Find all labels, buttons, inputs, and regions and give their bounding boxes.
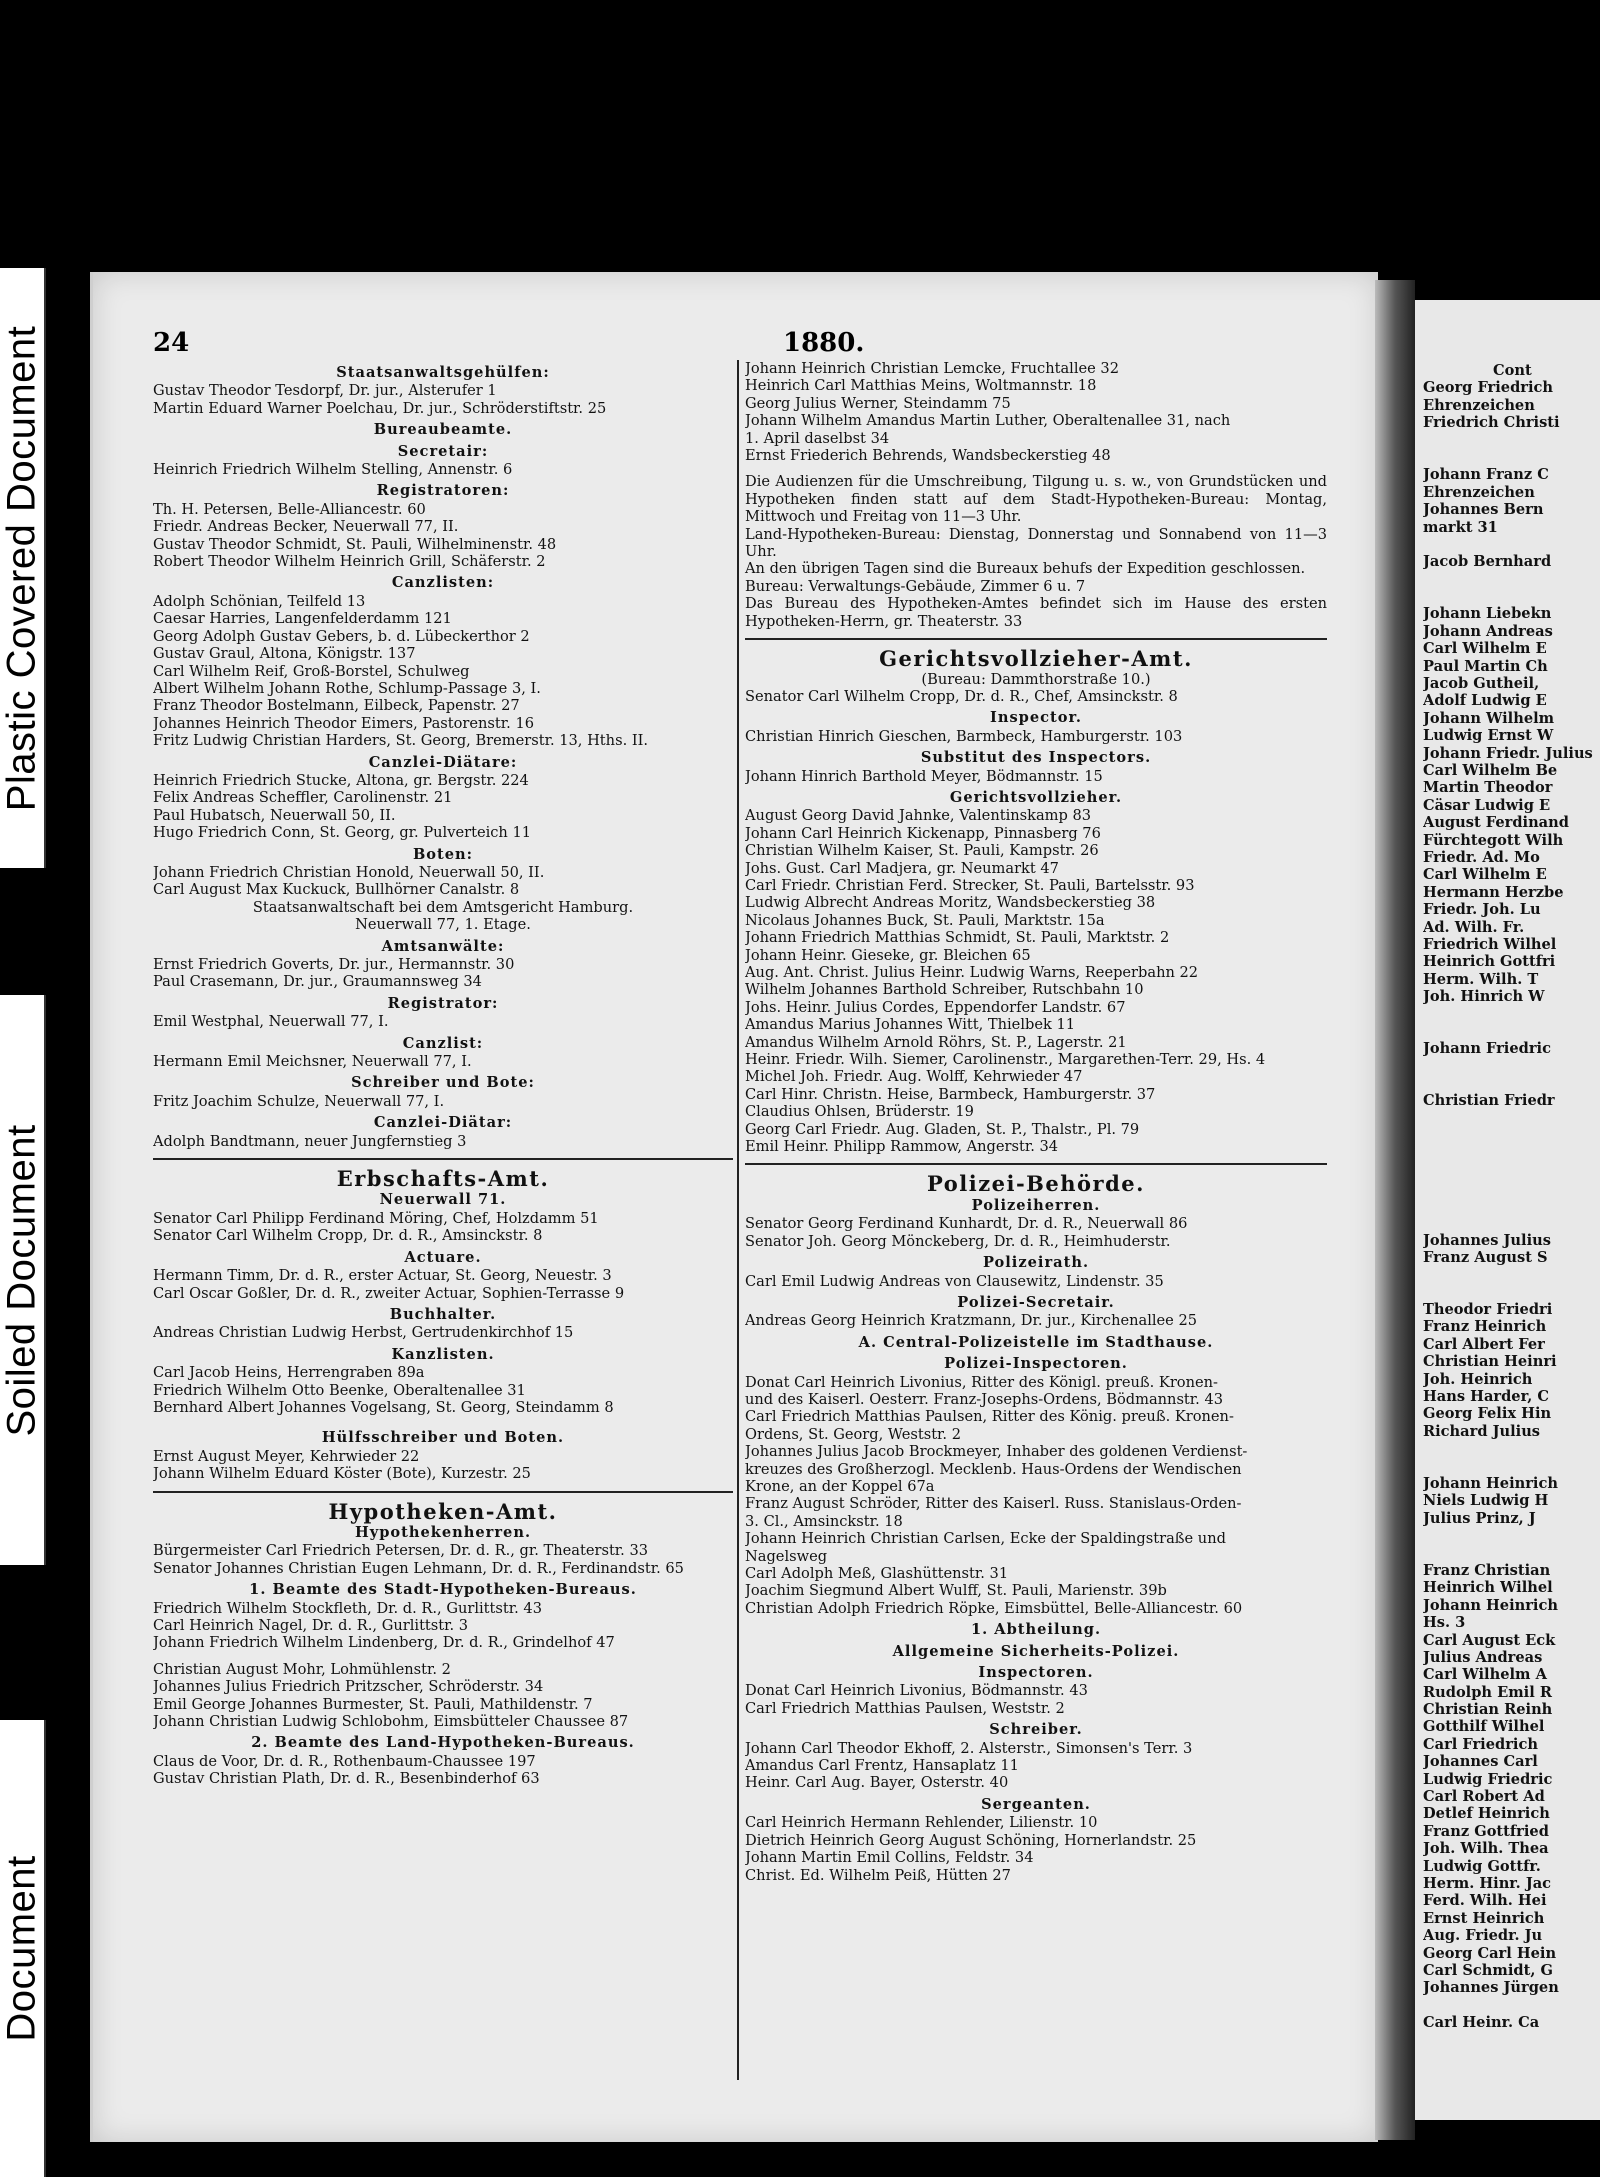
next-page-line	[1423, 1023, 1593, 1040]
directory-entry: Felix Andreas Scheffler, Carolinenstr. 21	[153, 789, 453, 807]
next-page-line: Herm. Wilh. T	[1423, 970, 1539, 988]
notice-paragraph: Das Bureau des Hypotheken-Amtes befindet sich im Hause des ersten Hypotheken-Herrn, gr. Theaterstr. 33	[745, 595, 1327, 630]
directory-entry: Carl Jacob Heins, Herrengraben 89a	[153, 1364, 425, 1382]
directory-entry: Carl Oscar Goßler, Dr. d. R., zweiter Actuar, Sophien-Terrasse 9	[153, 1284, 625, 1302]
section-heading: Registrator:	[387, 994, 499, 1012]
section-heading: Staatsanwaltsgehülfen:	[336, 364, 550, 381]
directory-entry: Johs. Heinr. Julius Cordes, Eppendorfer Landstr. 67	[745, 998, 1126, 1016]
next-page-line: Aug. Friedr. Ju	[1423, 1927, 1543, 1945]
next-page-line: Herm. Hinr. Jac	[1423, 1874, 1552, 1892]
next-page-line: Johann Heinrich	[1423, 1596, 1558, 1614]
next-page-line: Franz Gottfried	[1423, 1822, 1549, 1840]
section-heading: Inspectoren.	[978, 1664, 1094, 1682]
next-page-line: Christian Friedr	[1423, 1092, 1555, 1110]
section-title: Polizei-Behörde.	[927, 1171, 1145, 1197]
next-page-line: Joh. Hinrich W	[1423, 988, 1545, 1006]
next-page-line: Paul Martin Ch	[1423, 657, 1548, 675]
section-heading: Kanzlisten.	[391, 1345, 495, 1363]
next-page-line: Joh. Wilh. Thea	[1423, 1840, 1549, 1858]
next-page-line	[1423, 1266, 1593, 1283]
notice-paragraph: An den übrigen Tagen sind die Bureaux behufs der Expedition geschlossen.	[745, 560, 1306, 578]
notice-paragraph: Bureau: Verwaltungs-Gebäude, Zimmer 6 u. 7	[745, 577, 1086, 595]
next-page-line: Richard Julius	[1423, 1422, 1541, 1440]
next-page-line: Johann Andreas	[1423, 622, 1553, 640]
directory-entry: 3. Cl., Amsinckstr. 18	[745, 1512, 903, 1530]
section-heading: Hypothekenherren.	[354, 1523, 532, 1541]
section-heading: Secretair:	[397, 442, 489, 460]
directory-entry: Emil Westphal, Neuerwall 77, I.	[153, 1013, 389, 1031]
next-page-line: Ferd. Wilh. Hei	[1423, 1892, 1547, 1910]
next-page-line: Friedrich Wilhel	[1423, 935, 1557, 953]
directory-entry: Neuerwall 77, 1. Etage.	[355, 916, 531, 934]
next-page-edge	[1415, 300, 1600, 2120]
directory-entry: Bürgermeister Carl Friedrich Petersen, Dr. d. R., gr. Theaterstr. 33	[153, 1542, 649, 1560]
directory-entry: Dietrich Heinrich Georg August Schöning, Hornerlandstr. 25	[745, 1831, 1197, 1849]
directory-entry: Johann Wilhelm Amandus Martin Luther, Oberaltenallee 31, nach	[745, 412, 1231, 430]
next-page-line: Ludwig Friedric	[1423, 1770, 1553, 1788]
next-page-line	[1423, 1527, 1593, 1544]
spacer	[153, 1416, 733, 1425]
section-heading: Boten:	[412, 845, 474, 863]
spacer	[745, 464, 1327, 473]
directory-entry: Amandus Wilhelm Arnold Röhrs, St. P., Lagerstr. 21	[745, 1033, 1127, 1051]
directory-entry: Donat Carl Heinrich Livonius, Ritter des Königl. preuß. Kronen-	[745, 1373, 1218, 1391]
directory-entry: Johann Heinr. Gieseke, gr. Bleichen 65	[745, 946, 1031, 964]
directory-entry: Fritz Ludwig Christian Harders, St. Georg, Bremerstr. 13, Hths. II.	[153, 732, 649, 750]
directory-entry: Senator Carl Philipp Ferdinand Möring, Chef, Holzdamm 51	[153, 1209, 599, 1227]
next-page-line: Hermann Herzbe	[1423, 883, 1564, 901]
column-divider	[737, 360, 739, 2080]
section-heading: Neuerwall 71.	[379, 1191, 507, 1209]
directory-entry: Carl Friedrich Matthias Paulsen, Ritter des König. preuß. Kronen-	[745, 1408, 1234, 1426]
next-page-line	[1423, 536, 1593, 553]
section-heading: Substitut des Inspectors.	[920, 749, 1152, 767]
next-page-line	[1423, 571, 1593, 588]
directory-entry: Georg Julius Werner, Steindamm 75	[745, 394, 1011, 412]
directory-entry: Johann Christian Ludwig Schlobohm, Eimsbütteler Chaussee 87	[153, 1713, 629, 1731]
next-page-line: Niels Ludwig H	[1423, 1492, 1549, 1510]
directory-entry: Nagelsweg	[745, 1547, 828, 1565]
directory-entry: Gustav Christian Plath, Dr. d. R., Besenbinderhof 63	[153, 1770, 540, 1788]
next-page-line: Georg Friedrich	[1423, 379, 1554, 397]
directory-entry: Johann Heinrich Christian Lemcke, Fruchtallee 32	[745, 360, 1119, 377]
tab-plastic-covered	[0, 268, 46, 868]
section-heading: Canzlist:	[402, 1034, 484, 1052]
next-page-line: markt 31	[1423, 518, 1498, 536]
section-title: Erbschafts-Amt.	[336, 1166, 550, 1192]
directory-entry: Johann Carl Heinrich Kickenapp, Pinnasberg 76	[745, 824, 1101, 842]
section-rule	[745, 1163, 1327, 1165]
left-column	[153, 360, 733, 1788]
directory-entry: Georg Adolph Gustav Gebers, b. d. Lübeckerthor 2	[153, 627, 530, 645]
next-page-line: Carl August Eck	[1423, 1631, 1556, 1649]
directory-entry: Christian August Mohr, Lohmühlenstr. 2	[153, 1660, 451, 1678]
notice-paragraph: Land-Hypotheken-Bureau: Dienstag, Donnerstag und Sonnabend von 11—3 Uhr.	[745, 525, 1327, 561]
directory-entry: Carl August Max Kuckuck, Bullhörner Canalstr. 8	[153, 881, 520, 899]
next-page-line: Heinrich Gottfri	[1423, 953, 1556, 971]
directory-entry: Hermann Timm, Dr. d. R., erster Actuar, St. Georg, Neuestr. 3	[153, 1267, 612, 1285]
directory-entry: Christian Wilhelm Kaiser, St. Pauli, Kampstr. 26	[745, 842, 1099, 860]
directory-entry: Ludwig Albrecht Andreas Moritz, Wandsbeckerstieg 38	[745, 894, 1156, 912]
next-page-line: Carl Friedrich	[1423, 1735, 1538, 1753]
next-page-line: Johannes Jürgen	[1423, 1979, 1559, 1997]
section-heading: 1. Abtheilung.	[970, 1621, 1102, 1639]
directory-entry: Carl Friedr. Christian Ferd. Strecker, St. Pauli, Bartelsstr. 93	[745, 876, 1195, 894]
directory-entry: Johann Carl Theodor Ekhoff, 2. Alsterstr., Simonsen's Terr. 3	[745, 1739, 1193, 1757]
next-page-line	[1423, 449, 1593, 466]
next-page-line: Carl Albert Fer	[1423, 1335, 1545, 1353]
directory-entry: Johann Friedrich Wilhelm Lindenberg, Dr. d. R., Grindelhof 47	[153, 1634, 615, 1652]
next-page-line: Hans Harder, C	[1423, 1388, 1549, 1406]
directory-entry: Johann Hinrich Barthold Meyer, Bödmannstr. 15	[745, 767, 1103, 785]
section-heading: 2. Beamte des Land-Hypotheken-Bureaus.	[251, 1734, 635, 1752]
next-page-line: Cäsar Ludwig E	[1423, 796, 1551, 814]
directory-entry: Claudius Ohlsen, Brüderstr. 19	[745, 1103, 974, 1121]
section-heading: Hülfsschreiber und Boten.	[321, 1429, 565, 1447]
next-page-line: Georg Carl Hein	[1423, 1944, 1557, 1962]
directory-entry: Carl Heinrich Hermann Rehlender, Lilienstr. 10	[745, 1814, 1098, 1832]
directory-entry: Nicolaus Johannes Buck, St. Pauli, Marktstr. 15a	[745, 911, 1105, 929]
next-page-line	[1423, 1162, 1593, 1179]
next-page-line: Martin Theodor	[1423, 779, 1553, 797]
directory-entry: Caesar Harries, Langenfelderdamm 121	[153, 610, 452, 628]
next-page-line: Fürchtegott Wilh	[1423, 831, 1564, 849]
directory-entry: Paul Crasemann, Dr. jur., Graumannsweg 34	[153, 973, 482, 991]
directory-entry: Franz Theodor Bostelmann, Eilbeck, Papenstr. 27	[153, 697, 520, 715]
directory-entry: Christ. Ed. Wilhelm Peiß, Hütten 27	[745, 1866, 1011, 1884]
next-page-line: Johannes Bern	[1423, 501, 1544, 519]
next-page-line: Johann Friedr. Julius	[1423, 744, 1593, 762]
directory-entry: Krone, an der Koppel 67a	[745, 1477, 935, 1495]
directory-entry: Paul Hubatsch, Neuerwall 50, II.	[153, 806, 396, 824]
next-page-line: Detlef Heinrich	[1423, 1805, 1550, 1823]
page-header	[153, 328, 1313, 364]
next-page-line: Carl Wilhelm Be	[1423, 761, 1558, 779]
directory-entry: Friedrich Wilhelm Otto Beenke, Oberaltenallee 31	[153, 1381, 526, 1399]
directory-entry: Senator Joh. Georg Mönckeberg, Dr. d. R., Heimhuderstr.	[745, 1232, 1171, 1250]
next-page-line: Ehrenzeichen	[1423, 483, 1535, 501]
next-page-line: Friedr. Ad. Mo	[1423, 848, 1540, 866]
next-page-line	[1423, 1110, 1593, 1127]
section-heading: Polizei-Secretair.	[957, 1293, 1115, 1311]
right-column	[745, 360, 1327, 1884]
page-number: 24	[153, 328, 190, 358]
section-heading: Schreiber und Bote:	[351, 1074, 535, 1092]
section-heading: Bureaubeamte.	[373, 421, 513, 439]
next-page-line	[1423, 1058, 1593, 1075]
directory-entry: Carl Adolph Meß, Glashüttenstr. 31	[745, 1565, 1009, 1582]
directory-entry: Carl Friedrich Matthias Paulsen, Weststr. 2	[745, 1699, 1065, 1717]
next-page-line: Adolf Ludwig E	[1423, 692, 1547, 710]
directory-entry: Christian Hinrich Gieschen, Barmbeck, Hamburgerstr. 103	[745, 727, 1183, 745]
directory-entry: Johannes Julius Jacob Brockmeyer, Inhaber des goldenen Verdienst-	[745, 1443, 1248, 1461]
section-rule	[153, 1158, 733, 1160]
section-heading: Polizei-Inspectoren.	[944, 1355, 1128, 1373]
directory-entry: Heinrich Friedrich Stucke, Altona, gr. Bergstr. 224	[153, 771, 529, 789]
next-page-line: Ernst Heinrich	[1423, 1909, 1545, 1927]
directory-entry: Th. H. Petersen, Belle-Alliancestr. 60	[153, 500, 426, 518]
next-page-line: Julius Andreas	[1423, 1648, 1543, 1666]
next-page-line: August Ferdinand	[1423, 814, 1569, 832]
book-spine	[1375, 280, 1415, 2140]
next-page-line: Franz August S	[1423, 1248, 1548, 1266]
directory-entry: Claus de Voor, Dr. d. R., Rothenbaum-Chaussee 197	[153, 1752, 536, 1770]
section-title: Hypotheken-Amt.	[328, 1498, 558, 1524]
section-heading: Sergeanten.	[981, 1795, 1091, 1813]
directory-entry: Gustav Theodor Schmidt, St. Pauli, Wilhelminenstr. 48	[153, 535, 557, 553]
next-page-line: Johann Friedric	[1423, 1040, 1551, 1058]
directory-entry: Emil George Johannes Burmester, St. Pauli, Mathildenstr. 7	[153, 1695, 593, 1713]
directory-entry: Heinr. Carl Aug. Bayer, Osterstr. 40	[745, 1774, 1009, 1792]
directory-entry: Joachim Siegmund Albert Wulff, St. Pauli, Marienstr. 39b	[745, 1582, 1167, 1600]
next-page-line	[1423, 1997, 1593, 2014]
next-page-line: Johann Franz C	[1423, 466, 1549, 484]
directory-entry: Senator Johannes Christian Eugen Lehmann, Dr. d. R., Ferdinandstr. 65	[153, 1559, 684, 1577]
next-page-line	[1423, 1075, 1593, 1092]
tab-plastic-covered-label: Plastic Covered Document	[0, 325, 44, 811]
directory-entry: Carl Emil Ludwig Andreas von Clausewitz, Lindenstr. 35	[745, 1272, 1164, 1290]
directory-entry: Georg Carl Friedr. Aug. Gladen, St. P., Thalstr., Pl. 79	[745, 1120, 1140, 1138]
next-page-line: Hs. 3	[1423, 1614, 1466, 1632]
directory-entry: 1. April daselbst 34	[745, 429, 890, 447]
next-page-line: Ad. Wilh. Fr.	[1423, 918, 1525, 936]
next-page-line: Franz Christian	[1423, 1561, 1551, 1579]
next-page-line: Franz Heinrich	[1423, 1318, 1547, 1336]
directory-entry: Andreas Georg Heinrich Kratzmann, Dr. jur., Kirchenallee 25	[745, 1312, 1198, 1330]
directory-entry: Johannes Julius Friedrich Pritzscher, Schröderstr. 34	[153, 1678, 544, 1696]
directory-entry: Heinrich Friedrich Wilhelm Stelling, Annenstr. 6	[153, 461, 513, 479]
directory-entry: Gustav Graul, Altona, Königstr. 137	[153, 645, 416, 663]
section-heading: Inspector.	[990, 709, 1082, 727]
directory-entry: Friedrich Wilhelm Stockfleth, Dr. d. R., Gurlittstr. 43	[153, 1599, 542, 1617]
next-page-line: Carl Heinr. Ca	[1423, 2014, 1540, 2032]
notice-paragraph: Die Audienzen für die Umschreibung, Tilgung u. s. w., von Grundstücken und Hypotheken finden statt auf dem Stadt-Hypotheken-Bureau: Montag, Mittwoch und Freitag von 11—3 Uhr.	[745, 473, 1327, 526]
directory-entry: Ordens, St. Georg, Weststr. 2	[745, 1425, 961, 1443]
next-page-line	[1423, 432, 1593, 449]
section-title: Gerichtsvollzieher-Amt.	[879, 646, 1193, 672]
directory-entry: Albert Wilhelm Johann Rothe, Schlump-Passage 3, I.	[153, 679, 541, 697]
next-page-line: Friedr. Joh. Lu	[1423, 901, 1541, 919]
section-heading: Registratoren:	[376, 482, 510, 500]
directory-entry: Carl Heinrich Nagel, Dr. d. R., Gurlittstr. 3	[153, 1617, 469, 1634]
directory-entry: Senator Carl Wilhelm Cropp, Dr. d. R., Amsinckstr. 8	[153, 1227, 543, 1245]
directory-entry: Heinrich Carl Matthias Meins, Woltmannstr. 18	[745, 377, 1097, 395]
next-page-line	[1423, 1214, 1593, 1231]
next-page-line: Georg Felix Hin	[1423, 1405, 1552, 1423]
next-page-line: Christian Heinri	[1423, 1353, 1557, 1371]
spacer	[153, 1652, 733, 1661]
directory-entry: Fritz Joachim Schulze, Neuerwall 77, I.	[153, 1092, 445, 1110]
section-rule	[153, 1491, 733, 1493]
directory-entry: Adolph Schönian, Teilfeld 13	[153, 592, 366, 610]
next-page-line	[1423, 1145, 1593, 1162]
section-rule	[745, 638, 1327, 640]
directory-entry: Aug. Ant. Christ. Julius Heinr. Ludwig Warns, Reeperbahn 22	[745, 964, 1199, 981]
next-page-line	[1423, 1197, 1593, 1214]
directory-entry: Amandus Marius Johannes Witt, Thielbek 11	[745, 1016, 1076, 1034]
directory-entry: kreuzes des Großherzogl. Mecklenb. Haus-Ordens der Wendischen	[745, 1460, 1242, 1478]
next-page-line: Christian Reinh	[1423, 1701, 1553, 1719]
next-page-line: Cont	[1493, 362, 1532, 379]
next-page-line: Carl Schmidt, G	[1423, 1961, 1553, 1979]
directory-entry: Johann Heinrich Christian Carlsen, Ecke der Spaldingstraße und	[745, 1530, 1226, 1548]
next-page-line: Carl Robert Ad	[1423, 1788, 1545, 1806]
directory-entry: Staatsanwaltschaft bei dem Amtsgericht Hamburg.	[252, 898, 634, 916]
next-page-line: Ludwig Gottfr.	[1423, 1857, 1541, 1875]
next-page-line: Joh. Heinrich	[1423, 1370, 1533, 1388]
next-page-line: Johannes Carl	[1423, 1753, 1538, 1771]
next-page-line	[1423, 1005, 1593, 1022]
next-page-line: Carl Wilhelm E	[1423, 640, 1547, 658]
next-page-line	[1423, 1440, 1593, 1457]
next-page-line: Ludwig Ernst W	[1423, 727, 1554, 745]
section-heading: Amtsanwälte:	[381, 937, 505, 955]
directory-entry: Johs. Gust. Carl Madjera, gr. Neumarkt 47	[745, 859, 1059, 877]
section-heading: Canzlisten:	[391, 574, 495, 592]
directory-entry: Johannes Heinrich Theodor Eimers, Pastorenstr. 16	[153, 714, 535, 732]
next-page-line: Jacob Gutheil,	[1423, 675, 1540, 693]
directory-entry: Hugo Friedrich Conn, St. Georg, gr. Pulverteich 11	[153, 824, 532, 842]
section-heading: Allgemeine Sicherheits-Polizei.	[892, 1642, 1180, 1660]
directory-entry: Carl Wilhelm Reif, Groß-Borstel, Schulweg	[153, 662, 470, 680]
directory-entry: Martin Eduard Warner Poelchau, Dr. jur., Schröderstiftstr. 25	[153, 399, 607, 417]
next-page-line: Carl Wilhelm A	[1423, 1666, 1547, 1684]
section-heading: Canzlei-Diätare:	[368, 753, 518, 771]
directory-entry: (Bureau: Dammthorstraße 10.)	[921, 670, 1151, 688]
section-heading: Schreiber.	[989, 1721, 1083, 1739]
directory-entry: Johann Friedrich Christian Honold, Neuerwall 50, II.	[153, 863, 545, 881]
next-page-line	[1423, 1284, 1593, 1301]
next-page-line: Jacob Bernhard	[1423, 553, 1552, 571]
tab-document-label: Document	[0, 1855, 44, 2042]
directory-entry: Heinr. Friedr. Wilh. Siemer, Carolinenstr., Margarethen-Terr. 29, Hs. 4	[745, 1051, 1266, 1069]
next-page-line: Julius Prinz, J	[1423, 1509, 1536, 1527]
next-page-line	[1423, 1458, 1593, 1475]
section-heading: Gerichtsvollzieher.	[949, 788, 1123, 806]
next-page-line: Friedrich Christi	[1423, 414, 1560, 432]
directory-entry: Robert Theodor Wilhelm Heinrich Grill, Schäferstr. 2	[153, 553, 546, 571]
directory-entry: Ernst Friedrich Goverts, Dr. jur., Hermannstr. 30	[153, 956, 515, 973]
section-heading: Polizeirath.	[982, 1254, 1090, 1272]
next-page-line	[1423, 588, 1593, 605]
next-page-line: Heinrich Wilhel	[1423, 1579, 1553, 1597]
directory-entry: Johann Wilhelm Eduard Köster (Bote), Kurzestr. 25	[153, 1465, 531, 1483]
next-page-line: Johannes Julius	[1423, 1231, 1551, 1249]
tab-soiled-label: Soiled Document	[0, 1123, 44, 1437]
next-page-line: Johann Liebekn	[1423, 605, 1552, 623]
section-heading: 1. Beamte des Stadt-Hypotheken-Bureaus.	[249, 1581, 637, 1599]
directory-entry: Ernst Friederich Behrends, Wandsbeckerstieg 48	[745, 447, 1111, 465]
next-page-line: Rudolph Emil R	[1423, 1683, 1552, 1701]
directory-entry: August Georg David Jahnke, Valentinskamp 83	[745, 807, 1092, 825]
next-page-line	[1423, 1179, 1593, 1196]
next-page-line: Theodor Friedri	[1423, 1301, 1553, 1319]
directory-entry: Senator Carl Wilhelm Cropp, Dr. d. R., Chef, Amsinckstr. 8	[745, 687, 1178, 705]
directory-entry: Franz August Schröder, Ritter des Kaiserl. Russ. Stanislaus-Orden-	[745, 1495, 1242, 1513]
directory-entry: Carl Hinr. Christn. Heise, Barmbeck, Hamburgerstr. 37	[745, 1085, 1156, 1103]
directory-entry: Andreas Christian Ludwig Herbst, Gertrudenkirchhof 15	[153, 1324, 574, 1342]
section-heading: Canzlei-Diätar:	[373, 1114, 513, 1132]
directory-entry: Christian Adolph Friedrich Röpke, Eimsbüttel, Belle-Alliancestr. 60	[745, 1599, 1243, 1617]
next-page-line: Carl Wilhelm E	[1423, 866, 1547, 884]
next-page-line: Gotthilf Wilhel	[1423, 1718, 1545, 1736]
directory-entry: Michel Joh. Friedr. Aug. Wolff, Kehrwieder 47	[745, 1068, 1083, 1086]
section-heading: Buchhalter.	[389, 1305, 497, 1323]
next-page-line	[1423, 1545, 1593, 1562]
directory-entry: Donat Carl Heinrich Livonius, Bödmannstr. 43	[745, 1682, 1088, 1700]
directory-entry: und des Kaiserl. Oesterr. Franz-Josephs-Ordens, Bödmannstr. 43	[745, 1390, 1224, 1408]
document-page	[90, 272, 1378, 2142]
directory-entry: Emil Heinr. Philipp Rammow, Angerstr. 34	[745, 1138, 1059, 1156]
directory-entry: Amandus Carl Frentz, Hansaplatz 11	[745, 1757, 1019, 1775]
tab-document	[0, 1720, 46, 2177]
directory-entry: Hermann Emil Meichsner, Neuerwall 77, I.	[153, 1053, 472, 1071]
next-page-line: Johann Heinrich	[1423, 1475, 1558, 1492]
tab-soiled	[0, 995, 46, 1565]
directory-entry: Gustav Theodor Tesdorpf, Dr. jur., Alsterufer 1	[153, 382, 497, 400]
directory-entry: Adolph Bandtmann, neuer Jungfernstieg 3	[153, 1132, 467, 1150]
section-heading: A. Central-Polizeistelle im Stadthause.	[858, 1333, 1214, 1351]
next-page-line: Ehrenzeichen	[1423, 396, 1535, 414]
next-page-line	[1423, 1127, 1593, 1144]
next-page-line: Johann Wilhelm	[1423, 709, 1555, 727]
section-heading: Polizeiherren.	[971, 1196, 1101, 1214]
directory-entry: Johann Friedrich Matthias Schmidt, St. Pauli, Marktstr. 2	[745, 929, 1170, 947]
section-heading: Actuare.	[404, 1248, 482, 1266]
directory-entry: Ernst August Meyer, Kehrwieder 22	[153, 1447, 420, 1465]
directory-entry: Wilhelm Johannes Barthold Schreiber, Rutschbahn 10	[745, 981, 1144, 999]
next-page-column	[1423, 362, 1593, 2032]
directory-entry: Bernhard Albert Johannes Vogelsang, St. Georg, Steindamm 8	[153, 1398, 614, 1416]
directory-entry: Johann Martin Emil Collins, Feldstr. 34	[745, 1849, 1034, 1867]
directory-entry: Friedr. Andreas Becker, Neuerwall 77, II.	[153, 518, 459, 536]
page-year: 1880.	[783, 328, 865, 358]
directory-entry: Senator Georg Ferdinand Kunhardt, Dr. d. R., Neuerwall 86	[745, 1215, 1188, 1233]
